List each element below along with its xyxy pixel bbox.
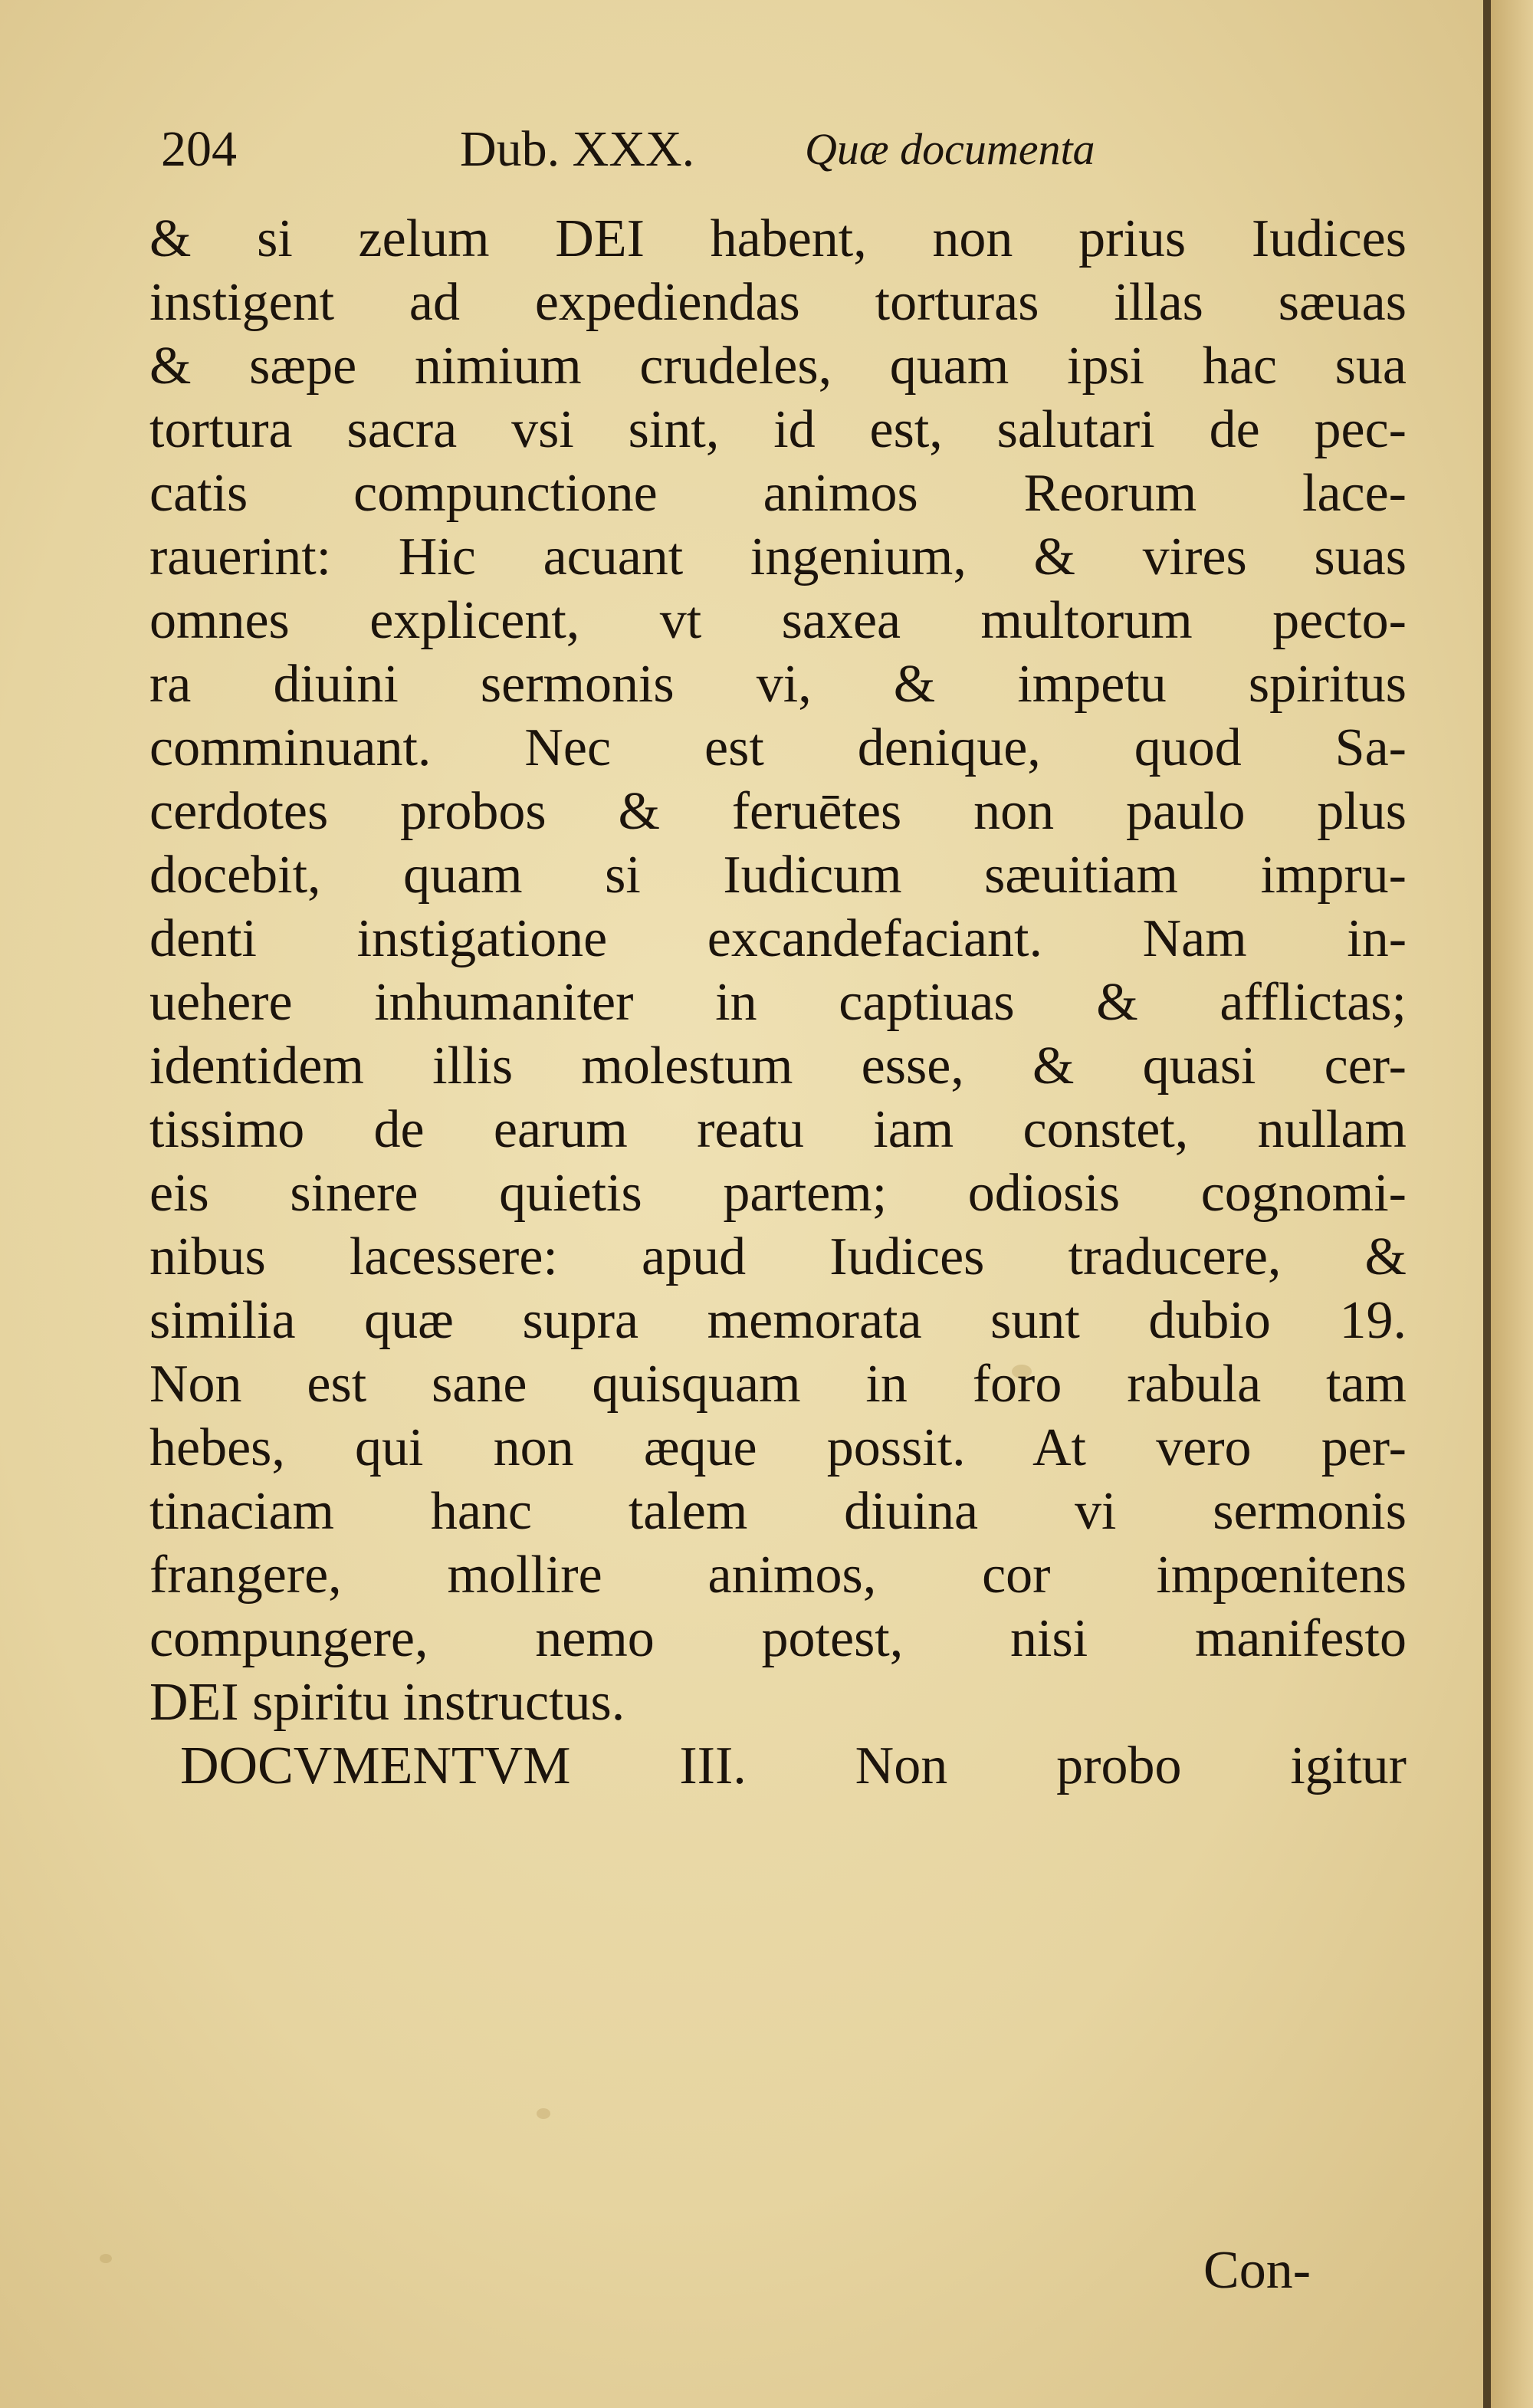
running-head: Dub. XXX. (460, 121, 695, 177)
running-head-italic: Quæ documenta (805, 124, 1095, 174)
text-line: tinaciam hanc talem diuina vi sermonis (149, 1482, 1407, 1541)
text-line: frangere, mollire animos, cor impœnitens (149, 1546, 1407, 1605)
text-line: compungere, nemo potest, nisi manifesto (149, 1609, 1407, 1668)
text-line: Non est sane quisquam in foro rabula tam (149, 1355, 1407, 1414)
text-line: & sæpe nimium crudeles, quam ipsi hac sua (149, 337, 1407, 396)
text-line: rauerint: Hic acuant ingenium, & vires suas (149, 527, 1407, 586)
page-header (161, 115, 1403, 184)
text-line: instigent ad expediendas torturas illas sæuas (149, 273, 1407, 332)
section-heading-line: DOCVMENTVM III. Non probo igitur (180, 1736, 1407, 1795)
text-line: tissimo de earum reatu iam constet, nullam (149, 1100, 1407, 1159)
page-number: 204 (161, 121, 237, 177)
text-line: hebes, qui non æque possit. At vero per- (149, 1418, 1407, 1477)
body-text (149, 207, 1407, 1798)
text-line: comminuant. Nec est denique, quod Sa- (149, 718, 1407, 777)
catchword: Con- (1203, 2241, 1311, 2300)
gutter-shadow (1483, 0, 1491, 2408)
text-line: DEI spiritu instructus. (149, 1673, 625, 1732)
text-line: identidem illis molestum esse, & quasi cer- (149, 1036, 1407, 1096)
text-line: catis compunctione animos Reorum lace- (149, 464, 1407, 523)
text-line: cerdotes probos & feruētes non paulo plus (149, 782, 1407, 841)
adjacent-page-edge (1491, 0, 1533, 2408)
text-line: docebit, quam si Iudicum sæuitiam impru- (149, 846, 1407, 905)
text-line: ra diuini sermonis vi, & impetu spiritus (149, 655, 1407, 714)
text-line: eis sinere quietis partem; odiosis cognomi- (149, 1164, 1407, 1223)
text-line: nibus lacessere: apud Iudices traducere, & (149, 1227, 1407, 1286)
text-line: omnes explicent, vt saxea multorum pecto- (149, 591, 1407, 650)
text-line: & si zelum DEI habent, non prius Iudices (149, 209, 1407, 268)
text-line: tortura sacra vsi sint, id est, salutari de pec- (149, 400, 1407, 459)
paper-stain (537, 2108, 550, 2119)
text-line: similia quæ supra memorata sunt dubio 19. (149, 1291, 1407, 1350)
text-line: denti instigatione excandefaciant. Nam in- (149, 909, 1407, 968)
paper-stain (100, 2254, 112, 2263)
text-line: uehere inhumaniter in captiuas & afflictas; (149, 973, 1407, 1032)
